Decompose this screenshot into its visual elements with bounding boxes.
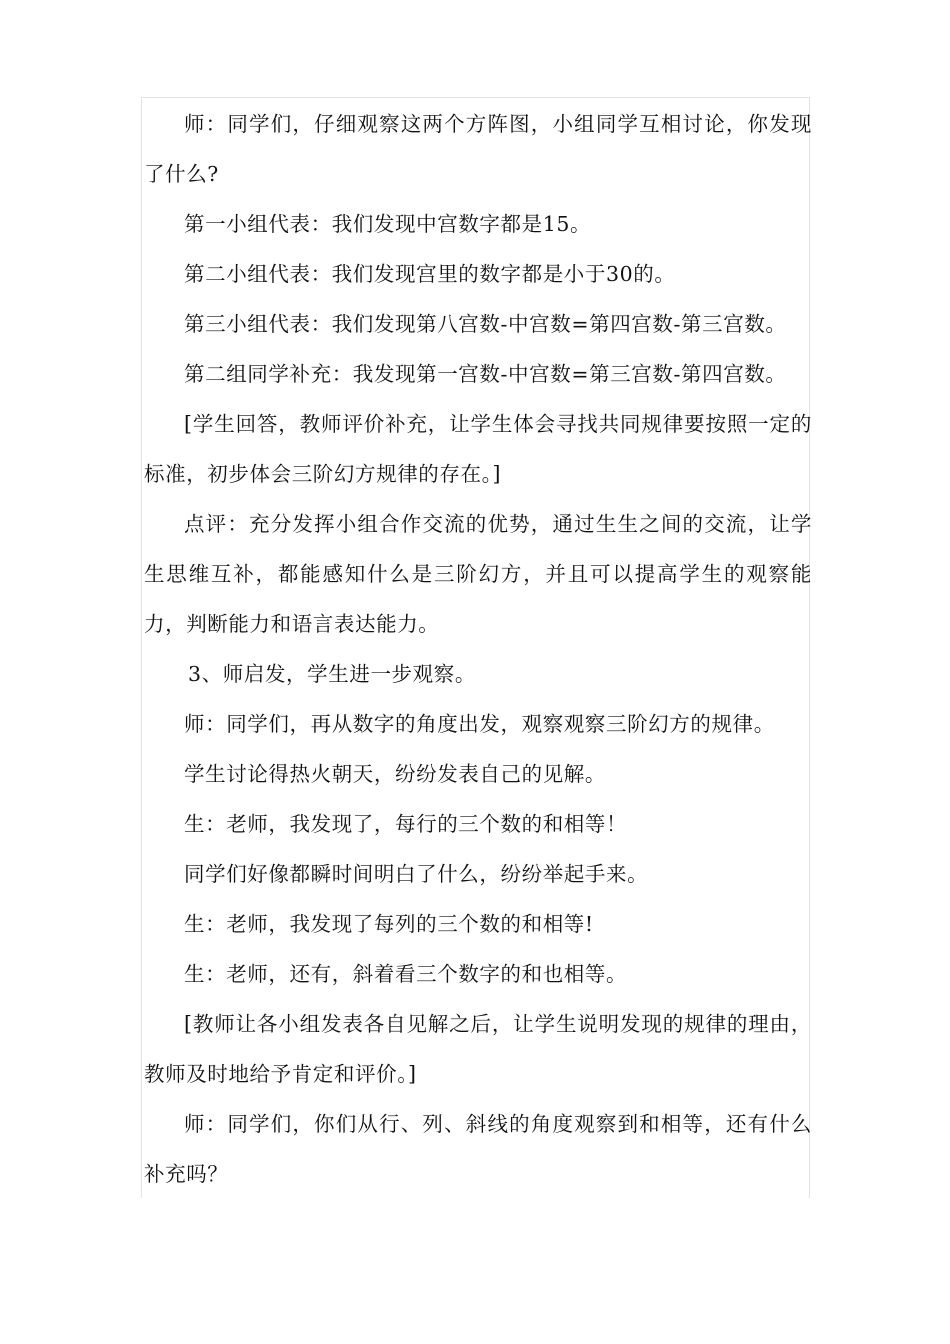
paragraph-class-reaction: 同学们好像都瞬时间明白了什么，纷纷举起手来。 xyxy=(184,862,649,886)
paragraph-group2: 第二小组代表：我们发现宫里的数字都是小于30的。 xyxy=(184,262,676,286)
paragraph-group1: 第一小组代表：我们发现中宫数字都是15。 xyxy=(184,212,592,236)
paragraph-teacher-question: 师：同学们，仔细观察这两个方阵图，小组同学互相讨论，你发现了什么? xyxy=(144,112,812,186)
paragraph-student-diagonals: 生：老师，还有，斜着看三个数字的和也相等。 xyxy=(184,962,628,986)
paragraph-teacher-followup: 师：同学们，你们从行、列、斜线的角度观察到和相等，还有什么补充吗？ xyxy=(144,1112,812,1186)
document-body xyxy=(144,99,812,1199)
paragraph-note-2: [教师让各小组发表各自见解之后，让学生说明发现的规律的理由，教师及时地给予肯定和评价。] xyxy=(144,1012,812,1086)
paragraph-group3: 第三小组代表：我们发现第八宫数-中宫数=第四宫数-第三宫数。 xyxy=(184,312,787,336)
paragraph-step-3: 3、师启发，学生进一步观察。 xyxy=(188,662,476,686)
paragraph-student-rows: 生：老师，我发现了，每行的三个数的和相等！ xyxy=(184,812,628,836)
paragraph-student-columns: 生：老师，我发现了每列的三个数的和相等! xyxy=(184,912,594,936)
paragraph-teacher-prompt: 师：同学们，再从数字的角度出发，观察观察三阶幻方的规律。 xyxy=(184,712,775,736)
paragraph-comment: 点评：充分发挥小组合作交流的优势，通过生生之间的交流，让学生思维互补，都能感知什么是三阶幻方，并且可以提高学生的观察能力，判断能力和语言表达能力。 xyxy=(144,512,812,636)
paragraph-discussion: 学生讨论得热火朝天，纷纷发表自己的见解。 xyxy=(184,762,606,786)
paragraph-group2-supplement: 第二组同学补充：我发现第一宫数-中宫数=第三宫数-第四宫数。 xyxy=(184,362,787,386)
paragraph-note-1: [学生回答，教师评价补充，让学生体会寻找共同规律要按照一定的标准，初步体会三阶幻方规律的存在。] xyxy=(144,412,812,486)
